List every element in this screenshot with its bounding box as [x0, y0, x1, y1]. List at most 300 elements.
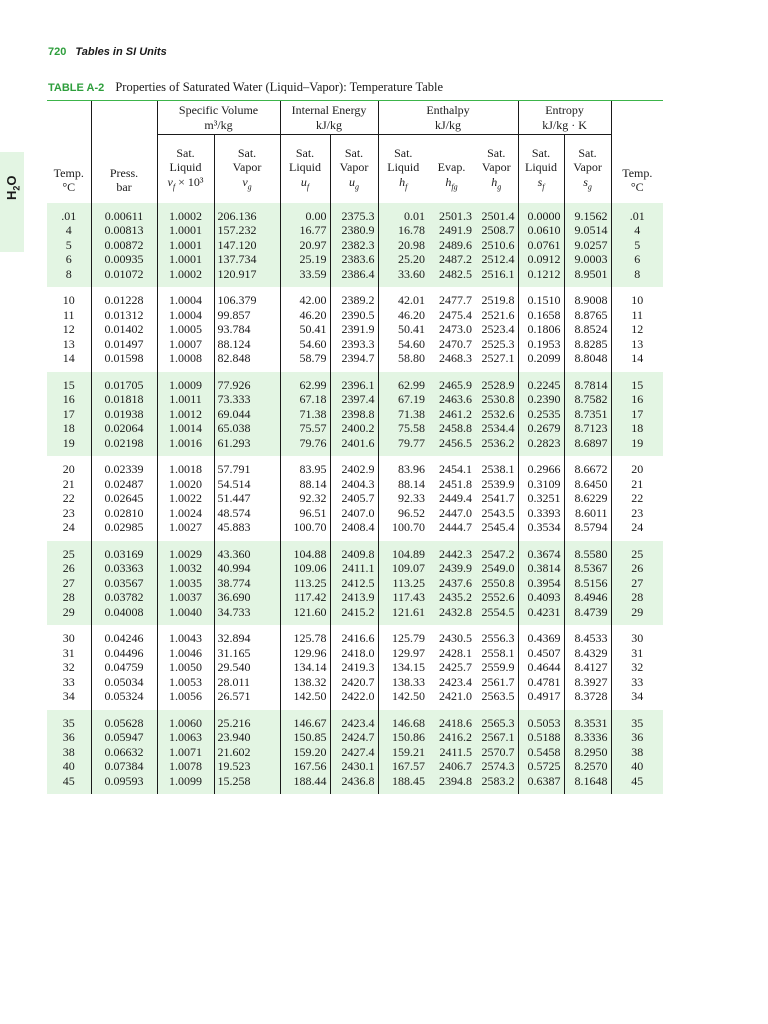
cell-sf: 0.0000	[518, 203, 564, 224]
cell-vg: 21.602	[214, 745, 280, 760]
table-row	[47, 774, 663, 795]
cell-uf: 46.20	[280, 308, 330, 323]
cell-sf: 0.3814	[518, 561, 564, 576]
cell-vf: 1.0014	[157, 421, 214, 436]
cell-temp-right: 23	[611, 506, 663, 521]
cell-press: 0.03567	[91, 576, 157, 591]
cell-temp: 6	[47, 252, 91, 267]
cell-sg: 8.4127	[564, 660, 611, 675]
cell-temp-right: 35	[611, 710, 663, 731]
cell-sf: 0.1212	[518, 267, 564, 288]
cell-temp: 35	[47, 710, 91, 731]
cell-hg: 2521.6	[475, 308, 518, 323]
cell-sg: 8.5794	[564, 520, 611, 541]
cell-temp: 24	[47, 520, 91, 541]
cell-sg: 9.0257	[564, 238, 611, 253]
group-internal-energy: Internal Energy kJ/kg	[280, 101, 378, 135]
cell-hg: 2510.6	[475, 238, 518, 253]
cell-vg: 65.038	[214, 421, 280, 436]
cell-vg: 31.165	[214, 646, 280, 661]
cell-hg: 2565.3	[475, 710, 518, 731]
cell-sg: 9.0003	[564, 252, 611, 267]
cell-ug: 2436.8	[330, 774, 378, 795]
cell-sg: 8.2570	[564, 759, 611, 774]
cell-temp: 31	[47, 646, 91, 661]
cell-hf: 92.33	[378, 491, 428, 506]
cell-hfg: 2418.6	[428, 710, 475, 731]
cell-hf: 129.97	[378, 646, 428, 661]
cell-ug: 2394.7	[330, 351, 378, 372]
cell-sf: 0.1658	[518, 308, 564, 323]
group-entropy: Entropy kJ/kg · K	[518, 101, 611, 135]
cell-temp-right: 34	[611, 689, 663, 710]
cell-uf: 83.95	[280, 456, 330, 477]
cell-temp: 33	[47, 675, 91, 690]
cell-hfg: 2430.5	[428, 625, 475, 646]
cell-vg: 106.379	[214, 287, 280, 308]
cell-temp-right: 17	[611, 407, 663, 422]
cell-press: 0.02339	[91, 456, 157, 477]
cell-ug: 2416.6	[330, 625, 378, 646]
cell-hfg: 2432.8	[428, 605, 475, 626]
page-header	[48, 46, 167, 58]
table-row	[47, 372, 663, 393]
cell-press: 0.04008	[91, 605, 157, 626]
cell-hg: 2543.5	[475, 506, 518, 521]
cell-hf: 146.68	[378, 710, 428, 731]
cell-sf: 0.4507	[518, 646, 564, 661]
cell-press: 0.02487	[91, 477, 157, 492]
cell-sg: 8.6011	[564, 506, 611, 521]
table-row	[47, 625, 663, 646]
row-group	[47, 203, 663, 288]
cell-uf: 75.57	[280, 421, 330, 436]
row-group	[47, 541, 663, 626]
cell-hf: 159.21	[378, 745, 428, 760]
cell-sg: 8.6672	[564, 456, 611, 477]
cell-ug: 2398.8	[330, 407, 378, 422]
cell-sf: 0.5458	[518, 745, 564, 760]
cell-ug: 2430.1	[330, 759, 378, 774]
cell-temp-right: 16	[611, 392, 663, 407]
cell-temp: 15	[47, 372, 91, 393]
cell-uf: 113.25	[280, 576, 330, 591]
cell-hf: 113.25	[378, 576, 428, 591]
cell-hg: 2527.1	[475, 351, 518, 372]
cell-temp-right: .01	[611, 203, 663, 224]
cell-vf: 1.0099	[157, 774, 214, 795]
cell-vg: 26.571	[214, 689, 280, 710]
saturated-water-table	[47, 100, 663, 794]
row-group	[47, 456, 663, 541]
cell-press: 0.00813	[91, 223, 157, 238]
cell-sg: 8.7814	[564, 372, 611, 393]
cell-hf: 0.01	[378, 203, 428, 224]
col-sf: Sat. Liquid $s_f$	[518, 135, 564, 203]
cell-hg: 2501.4	[475, 203, 518, 224]
section-title: Tables in SI Units	[75, 46, 167, 58]
cell-sf: 0.5053	[518, 710, 564, 731]
cell-temp-right: 12	[611, 322, 663, 337]
cell-sg: 9.1562	[564, 203, 611, 224]
table-row	[47, 421, 663, 436]
cell-hfg: 2394.8	[428, 774, 475, 795]
cell-vg: 157.232	[214, 223, 280, 238]
cell-hfg: 2439.9	[428, 561, 475, 576]
cell-sg: 8.5367	[564, 561, 611, 576]
cell-sg: 8.5580	[564, 541, 611, 562]
cell-temp: 45	[47, 774, 91, 795]
cell-temp-right: 40	[611, 759, 663, 774]
cell-vf: 1.0008	[157, 351, 214, 372]
cell-uf: 109.06	[280, 561, 330, 576]
cell-vf: 1.0056	[157, 689, 214, 710]
cell-vg: 51.447	[214, 491, 280, 506]
cell-hf: 167.57	[378, 759, 428, 774]
col-hf: Sat. Liquid $h_f$	[378, 135, 428, 203]
cell-sg: 8.3531	[564, 710, 611, 731]
cell-hg: 2545.4	[475, 520, 518, 541]
cell-temp: 30	[47, 625, 91, 646]
cell-hfg: 2482.5	[428, 267, 475, 288]
table-row	[47, 351, 663, 372]
row-group	[47, 372, 663, 457]
cell-uf: 92.32	[280, 491, 330, 506]
cell-hf: 79.77	[378, 436, 428, 457]
cell-sg: 8.9501	[564, 267, 611, 288]
cell-vf: 1.0004	[157, 287, 214, 308]
cell-hg: 2574.3	[475, 759, 518, 774]
cell-sf: 0.5725	[518, 759, 564, 774]
cell-hfg: 2470.7	[428, 337, 475, 352]
cell-hf: 71.38	[378, 407, 428, 422]
cell-vf: 1.0053	[157, 675, 214, 690]
cell-hfg: 2456.5	[428, 436, 475, 457]
cell-hg: 2519.8	[475, 287, 518, 308]
cell-temp: 5	[47, 238, 91, 253]
cell-hfg: 2421.0	[428, 689, 475, 710]
cell-hg: 2536.2	[475, 436, 518, 457]
cell-sg: 8.2950	[564, 745, 611, 760]
cell-hfg: 2442.3	[428, 541, 475, 562]
cell-hg: 2532.6	[475, 407, 518, 422]
cell-sf: 0.2966	[518, 456, 564, 477]
cell-vg: 73.333	[214, 392, 280, 407]
cell-hf: 100.70	[378, 520, 428, 541]
cell-press: 0.04496	[91, 646, 157, 661]
cell-uf: 79.76	[280, 436, 330, 457]
cell-temp: 11	[47, 308, 91, 323]
cell-sg: 8.4329	[564, 646, 611, 661]
group-enthalpy: Enthalpy kJ/kg	[378, 101, 518, 135]
cell-sg: 8.4739	[564, 605, 611, 626]
cell-ug: 2375.3	[330, 203, 378, 224]
cell-temp-right: 15	[611, 372, 663, 393]
cell-hfg: 2428.1	[428, 646, 475, 661]
cell-temp-right: 27	[611, 576, 663, 591]
table-row	[47, 267, 663, 288]
col-sg: Sat. Vapor $s_g$	[564, 135, 611, 203]
cell-hg: 2539.9	[475, 477, 518, 492]
cell-hf: 188.45	[378, 774, 428, 795]
cell-temp-right: 36	[611, 730, 663, 745]
cell-hfg: 2489.6	[428, 238, 475, 253]
col-ug: Sat. Vapor $u_g$	[330, 135, 378, 203]
cell-vg: 99.857	[214, 308, 280, 323]
cell-ug: 2420.7	[330, 675, 378, 690]
header-group-row	[47, 101, 663, 135]
cell-vg: 43.360	[214, 541, 280, 562]
cell-temp-right: 10	[611, 287, 663, 308]
cell-hf: 54.60	[378, 337, 428, 352]
cell-vf: 1.0005	[157, 322, 214, 337]
cell-hf: 20.98	[378, 238, 428, 253]
cell-temp: 19	[47, 436, 91, 457]
cell-temp-right: 31	[611, 646, 663, 661]
cell-ug: 2389.2	[330, 287, 378, 308]
cell-uf: 188.44	[280, 774, 330, 795]
cell-hg: 2523.4	[475, 322, 518, 337]
table-row	[47, 477, 663, 492]
cell-temp-right: 20	[611, 456, 663, 477]
cell-ug: 2408.4	[330, 520, 378, 541]
cell-uf: 71.38	[280, 407, 330, 422]
cell-sg: 8.7351	[564, 407, 611, 422]
cell-uf: 58.79	[280, 351, 330, 372]
cell-uf: 125.78	[280, 625, 330, 646]
cell-vg: 19.523	[214, 759, 280, 774]
cell-temp: 28	[47, 590, 91, 605]
cell-hf: 109.07	[378, 561, 428, 576]
cell-vg: 137.734	[214, 252, 280, 267]
cell-sf: 0.3674	[518, 541, 564, 562]
cell-hf: 134.15	[378, 660, 428, 675]
cell-vg: 77.926	[214, 372, 280, 393]
cell-hg: 2552.6	[475, 590, 518, 605]
cell-temp-right: 11	[611, 308, 663, 323]
cell-temp-right: 45	[611, 774, 663, 795]
table-row	[47, 252, 663, 267]
cell-temp: 12	[47, 322, 91, 337]
cell-ug: 2402.9	[330, 456, 378, 477]
table-row	[47, 520, 663, 541]
side-tab-label: $H_2O$	[4, 175, 22, 200]
cell-ug: 2424.7	[330, 730, 378, 745]
cell-vf: 1.0012	[157, 407, 214, 422]
cell-hf: 25.20	[378, 252, 428, 267]
table-row	[47, 561, 663, 576]
cell-sg: 8.8285	[564, 337, 611, 352]
table-row	[47, 745, 663, 760]
cell-ug: 2383.6	[330, 252, 378, 267]
cell-uf: 150.85	[280, 730, 330, 745]
cell-temp: 13	[47, 337, 91, 352]
cell-press: 0.02985	[91, 520, 157, 541]
table-row	[47, 541, 663, 562]
cell-ug: 2427.4	[330, 745, 378, 760]
cell-hg: 2541.7	[475, 491, 518, 506]
cell-hf: 88.14	[378, 477, 428, 492]
cell-hg: 2558.1	[475, 646, 518, 661]
cell-hfg: 2435.2	[428, 590, 475, 605]
cell-vf: 1.0035	[157, 576, 214, 591]
table-row	[47, 223, 663, 238]
table-row	[47, 576, 663, 591]
cell-sf: 0.4781	[518, 675, 564, 690]
cell-press: 0.01228	[91, 287, 157, 308]
cell-sg: 8.7123	[564, 421, 611, 436]
cell-press: 0.02810	[91, 506, 157, 521]
cell-vg: 34.733	[214, 605, 280, 626]
cell-hf: 104.89	[378, 541, 428, 562]
cell-press: 0.01598	[91, 351, 157, 372]
header-column-row	[47, 135, 663, 203]
cell-ug: 2422.0	[330, 689, 378, 710]
cell-vf: 1.0002	[157, 203, 214, 224]
cell-hfg: 2449.4	[428, 491, 475, 506]
table-row	[47, 456, 663, 477]
cell-ug: 2390.5	[330, 308, 378, 323]
cell-hfg: 2501.3	[428, 203, 475, 224]
cell-temp: 36	[47, 730, 91, 745]
cell-ug: 2415.2	[330, 605, 378, 626]
cell-sf: 0.2245	[518, 372, 564, 393]
cell-uf: 146.67	[280, 710, 330, 731]
cell-hf: 50.41	[378, 322, 428, 337]
cell-vf: 1.0001	[157, 252, 214, 267]
cell-hg: 2538.1	[475, 456, 518, 477]
cell-uf: 67.18	[280, 392, 330, 407]
table-row	[47, 590, 663, 605]
cell-sf: 0.3393	[518, 506, 564, 521]
cell-hg: 2512.4	[475, 252, 518, 267]
cell-uf: 104.88	[280, 541, 330, 562]
cell-vg: 93.784	[214, 322, 280, 337]
cell-hfg: 2437.6	[428, 576, 475, 591]
cell-hfg: 2468.3	[428, 351, 475, 372]
cell-vg: 36.690	[214, 590, 280, 605]
cell-hfg: 2416.2	[428, 730, 475, 745]
cell-uf: 134.14	[280, 660, 330, 675]
cell-uf: 96.51	[280, 506, 330, 521]
col-vf: Sat. Liquid $v_f \times 10^3$	[157, 135, 214, 203]
cell-press: 0.01705	[91, 372, 157, 393]
cell-hf: 138.33	[378, 675, 428, 690]
cell-press: 0.05324	[91, 689, 157, 710]
cell-sf: 0.3534	[518, 520, 564, 541]
cell-hfg: 2451.8	[428, 477, 475, 492]
cell-hfg: 2487.2	[428, 252, 475, 267]
cell-sg: 8.6450	[564, 477, 611, 492]
table-row	[47, 710, 663, 731]
cell-vg: 206.136	[214, 203, 280, 224]
cell-sf: 0.4231	[518, 605, 564, 626]
cell-press: 0.04246	[91, 625, 157, 646]
cell-vf: 1.0063	[157, 730, 214, 745]
table-row	[47, 646, 663, 661]
cell-vf: 1.0027	[157, 520, 214, 541]
cell-sf: 0.1953	[518, 337, 564, 352]
cell-sg: 8.8765	[564, 308, 611, 323]
table-row	[47, 322, 663, 337]
cell-hf: 62.99	[378, 372, 428, 393]
cell-vf: 1.0032	[157, 561, 214, 576]
cell-temp: 20	[47, 456, 91, 477]
cell-sf: 0.5188	[518, 730, 564, 745]
cell-temp-right: 28	[611, 590, 663, 605]
cell-press: 0.03169	[91, 541, 157, 562]
cell-temp: 32	[47, 660, 91, 675]
cell-sf: 0.2679	[518, 421, 564, 436]
cell-vg: 45.883	[214, 520, 280, 541]
cell-vf: 1.0001	[157, 223, 214, 238]
cell-temp: 16	[47, 392, 91, 407]
cell-temp-right: 6	[611, 252, 663, 267]
cell-sg: 8.6229	[564, 491, 611, 506]
cell-vf: 1.0011	[157, 392, 214, 407]
cell-press: 0.02198	[91, 436, 157, 457]
cell-sf: 0.4644	[518, 660, 564, 675]
cell-press: 0.06632	[91, 745, 157, 760]
cell-ug: 2407.0	[330, 506, 378, 521]
cell-ug: 2418.0	[330, 646, 378, 661]
cell-hfg: 2454.1	[428, 456, 475, 477]
table-row	[47, 730, 663, 745]
cell-hg: 2583.2	[475, 774, 518, 795]
col-temp-right: Temp. °C	[611, 135, 663, 203]
cell-hg: 2530.8	[475, 392, 518, 407]
cell-hg: 2516.1	[475, 267, 518, 288]
cell-vf: 1.0078	[157, 759, 214, 774]
cell-sf: 0.4917	[518, 689, 564, 710]
cell-sg: 8.3728	[564, 689, 611, 710]
cell-press: 0.01938	[91, 407, 157, 422]
table-row	[47, 337, 663, 352]
table-row	[47, 675, 663, 690]
page-number: 720	[48, 46, 67, 58]
cell-sf: 0.3109	[518, 477, 564, 492]
cell-temp: 38	[47, 745, 91, 760]
cell-press: 0.00872	[91, 238, 157, 253]
cell-hg: 2534.4	[475, 421, 518, 436]
cell-vf: 1.0037	[157, 590, 214, 605]
cell-temp-right: 24	[611, 520, 663, 541]
cell-press: 0.07384	[91, 759, 157, 774]
table-title: Properties of Saturated Water (Liquid–Vapor): Temperature Table	[115, 80, 444, 94]
cell-sg: 9.0514	[564, 223, 611, 238]
cell-uf: 0.00	[280, 203, 330, 224]
cell-vg: 15.258	[214, 774, 280, 795]
table-row	[47, 759, 663, 774]
cell-temp-right: 8	[611, 267, 663, 288]
table-id: TABLE A-2	[48, 82, 105, 94]
cell-press: 0.03363	[91, 561, 157, 576]
cell-hg: 2525.3	[475, 337, 518, 352]
table-row	[47, 392, 663, 407]
cell-vg: 54.514	[214, 477, 280, 492]
cell-sf: 0.1806	[518, 322, 564, 337]
cell-hg: 2563.5	[475, 689, 518, 710]
cell-uf: 25.19	[280, 252, 330, 267]
cell-sf: 0.1510	[518, 287, 564, 308]
cell-temp: 10	[47, 287, 91, 308]
cell-temp-right: 19	[611, 436, 663, 457]
cell-ug: 2405.7	[330, 491, 378, 506]
table-row	[47, 506, 663, 521]
cell-ug: 2401.6	[330, 436, 378, 457]
cell-hf: 83.96	[378, 456, 428, 477]
side-tab	[0, 152, 24, 252]
